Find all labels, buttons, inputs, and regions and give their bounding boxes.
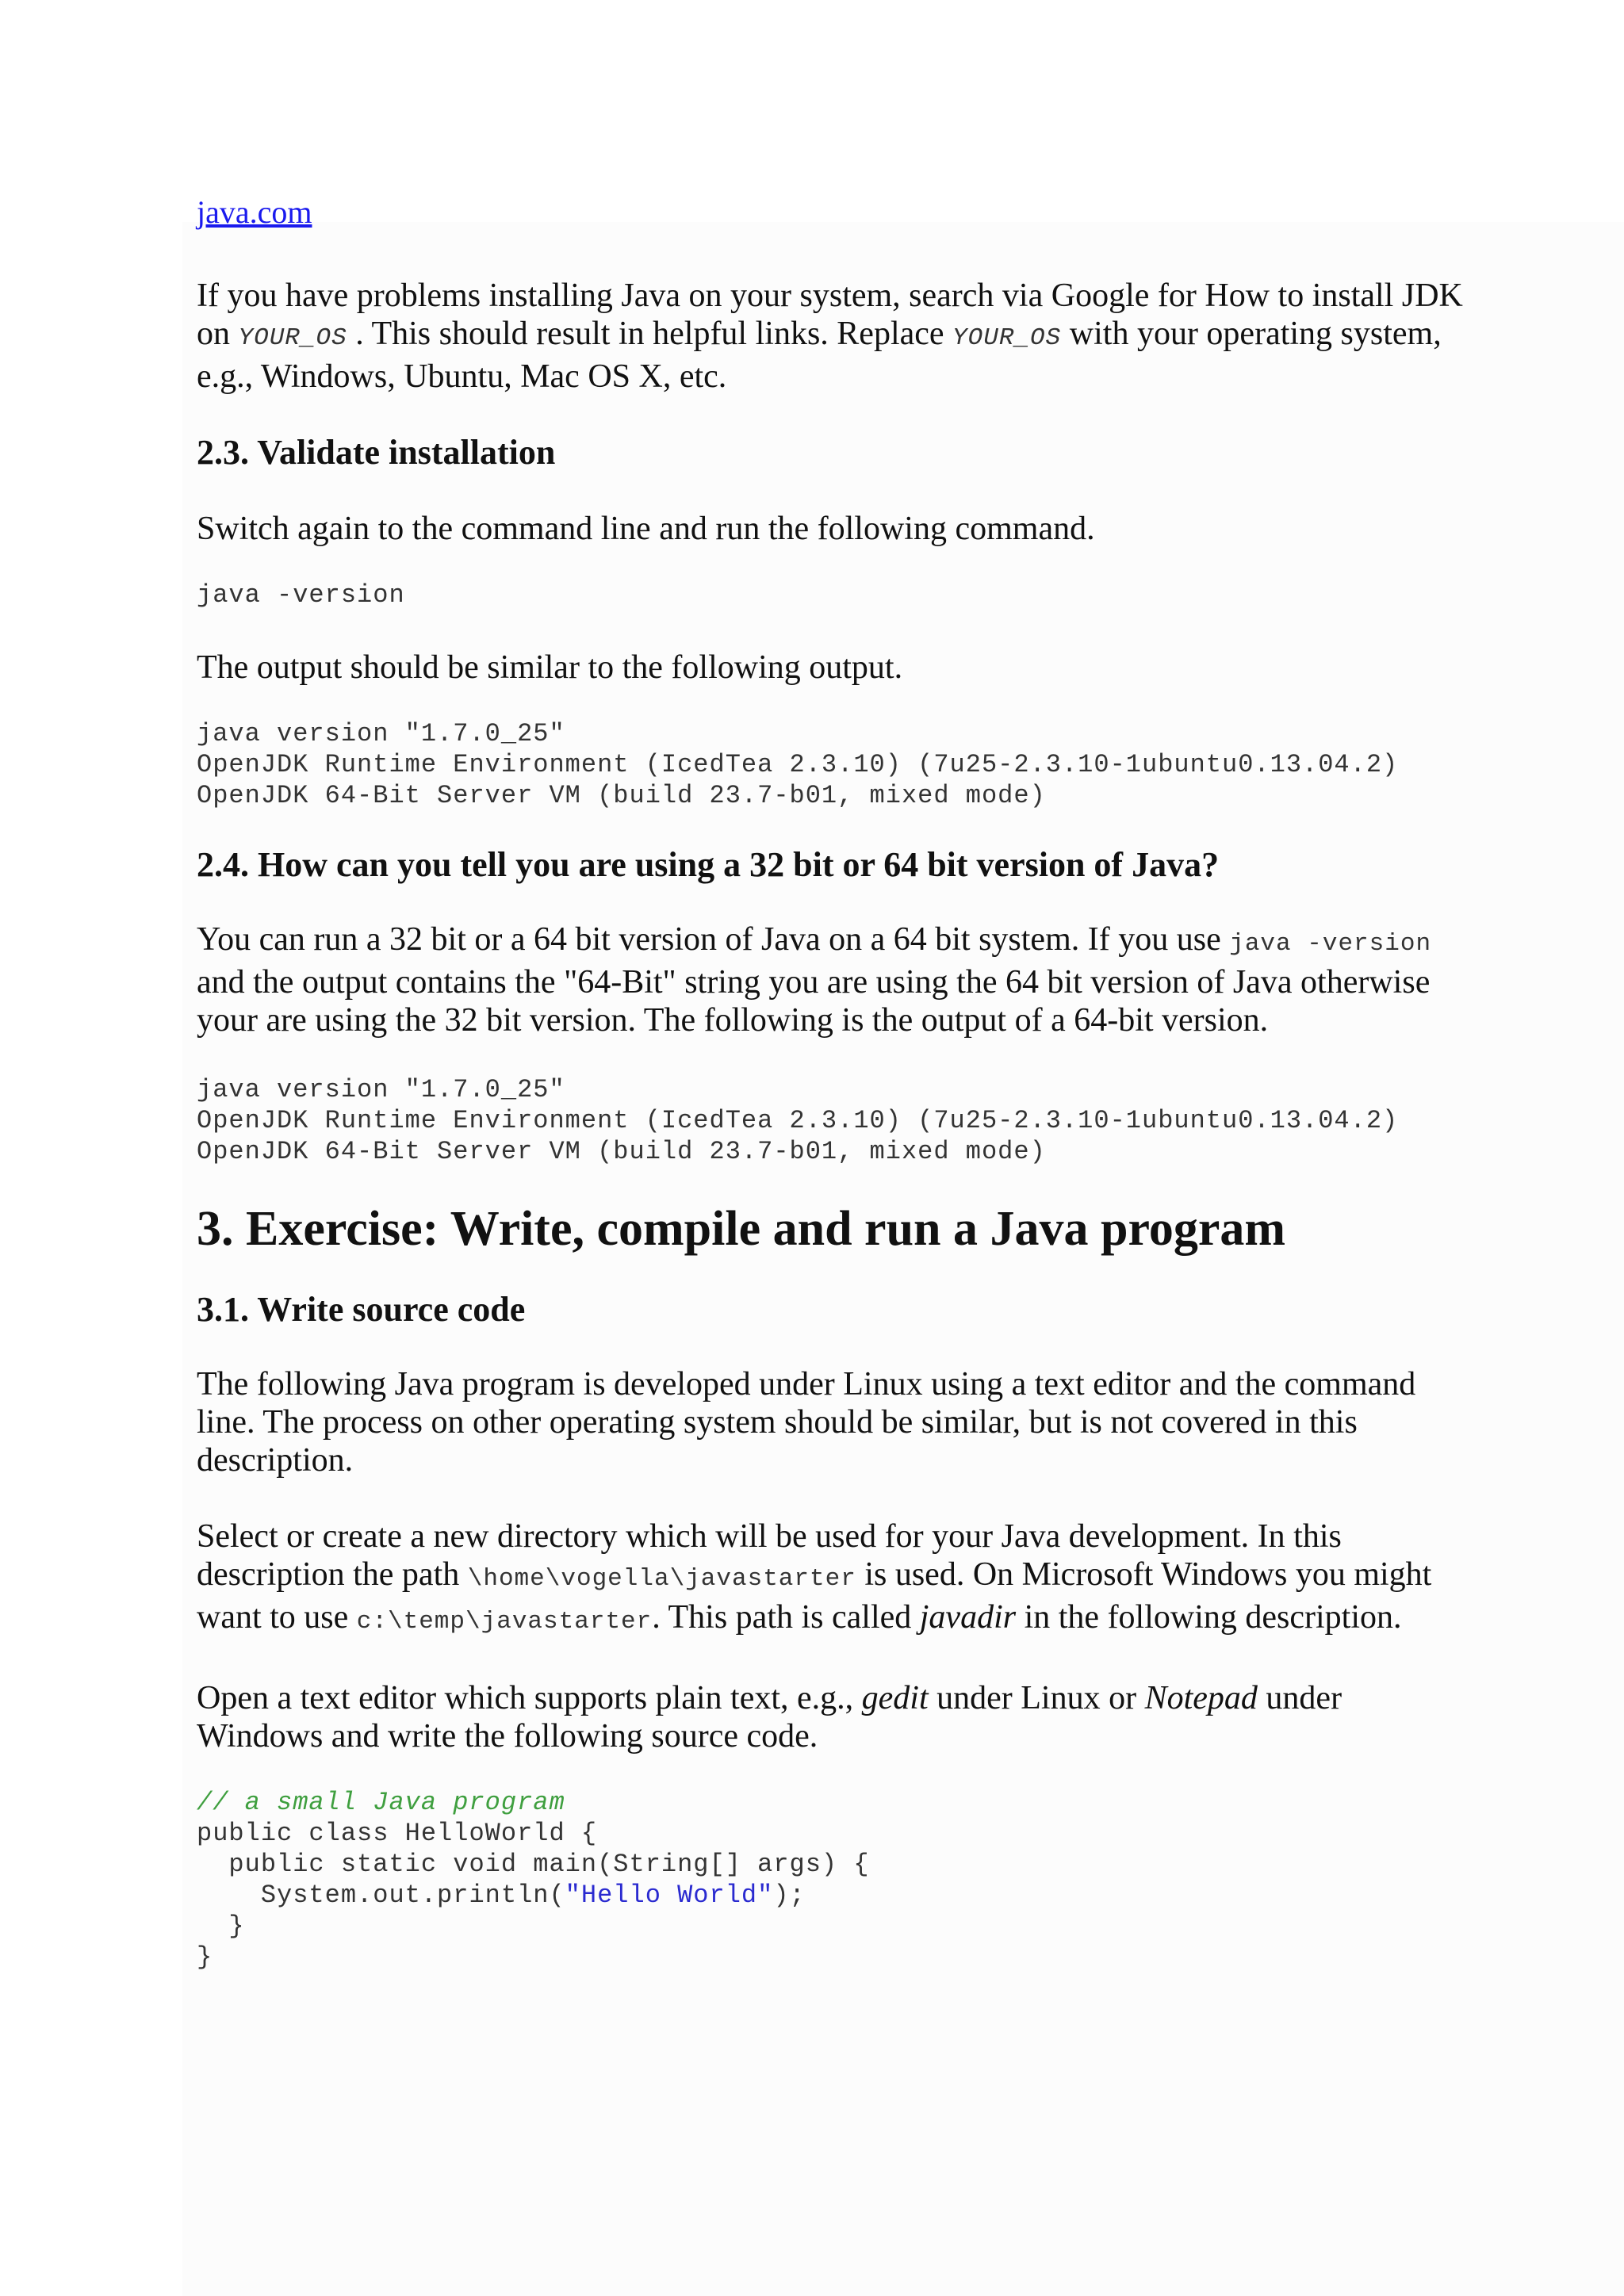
- bitness-paragraph: [197, 920, 1465, 1039]
- output-line: OpenJDK 64-Bit Server VM (build 23.7-b01, mixed mode): [197, 781, 1046, 810]
- install-help-text-a: If you have problems installing Java on your system, search via Google for How to install JDK on: [197, 277, 1463, 352]
- java-com-link-line: [197, 193, 1465, 231]
- linux-path: \home\vogella\javastarter: [467, 1565, 856, 1593]
- windows-path: c:\temp\javastarter: [356, 1608, 653, 1636]
- code-string-literal: "Hello World": [565, 1881, 774, 1910]
- page-content: [197, 193, 1465, 1973]
- code-line: System.out.println(: [197, 1881, 565, 1910]
- output-line: OpenJDK Runtime Environment (IcedTea 2.3.10) (7u25-2.3.10-1ubuntu0.13.04.2): [197, 750, 1399, 779]
- install-help-paragraph: [197, 277, 1465, 396]
- editor-paragraph: [197, 1679, 1465, 1755]
- notepad-term: Notepad: [1144, 1680, 1258, 1716]
- java-source-code: [197, 1787, 1465, 1973]
- version-output-block: [197, 718, 1465, 811]
- directory-text-c: . This path is called: [652, 1599, 920, 1636]
- java-com-link[interactable]: java.com: [197, 194, 312, 230]
- code-line: public static void main(String[] args) {: [197, 1850, 870, 1879]
- directory-text-d: in the following description.: [1016, 1599, 1402, 1636]
- install-help-text-b: . This should result in helpful links. Replace: [347, 316, 953, 352]
- version-command: java -version: [197, 580, 405, 610]
- heading-2-3: 2.3. Validate installation: [197, 433, 556, 472]
- bitness-output-block: [197, 1074, 1465, 1167]
- code-line-end: );: [773, 1881, 806, 1910]
- source-intro-paragraph: The following Java program is developed under Linux using a text editor and the command line. The process on other operating system should be similar, but is not covered in this description.: [197, 1366, 1416, 1479]
- os-placeholder-1: YOUR_OS: [238, 324, 347, 352]
- heading-2-4: 2.4. How can you tell you are using a 32 bit or 64 bit version of Java?: [197, 845, 1220, 884]
- output-line: java version "1.7.0_25": [197, 1075, 565, 1104]
- output-line: OpenJDK Runtime Environment (IcedTea 2.3.10) (7u25-2.3.10-1ubuntu0.13.04.2): [197, 1106, 1399, 1135]
- code-comment: // a small Java program: [197, 1788, 565, 1817]
- code-line: public class HelloWorld {: [197, 1819, 598, 1848]
- code-line: }: [197, 1911, 245, 1941]
- validate-intro: Switch again to the command line and run the following command.: [197, 511, 1095, 547]
- os-placeholder-2: YOUR_OS: [952, 324, 1062, 352]
- output-intro: The output should be similar to the following output.: [197, 649, 903, 686]
- directory-text-a: Select or create a new directory which will be used for your Java development. In this description the path: [197, 1518, 1342, 1593]
- directory-paragraph: [197, 1517, 1465, 1641]
- output-line: OpenJDK 64-Bit Server VM (build 23.7-b01, mixed mode): [197, 1137, 1046, 1166]
- gedit-term: gedit: [861, 1680, 929, 1716]
- heading-3: 3. Exercise: Write, compile and run a Java program: [197, 1202, 1286, 1256]
- heading-3-1: 3.1. Write source code: [197, 1290, 526, 1329]
- javadir-term: javadir: [919, 1599, 1017, 1636]
- inline-version-command: java -version: [1229, 930, 1432, 958]
- directory-text-b: is used. On Microsoft Windows you might want to use: [197, 1556, 1432, 1636]
- bitness-text-b: and the output contains the "64-Bit" string you are using the 64 bit version of Java otherwise your are using the 32 bit version. The following is the output of a 64-bit version.: [197, 964, 1431, 1039]
- install-help-text-c: with your operating system, e.g., Windows, Ubuntu, Mac OS X, etc.: [197, 316, 1442, 395]
- bitness-text-a: You can run a 32 bit or a 64 bit version of Java on a 64 bit system. If you use: [197, 921, 1230, 958]
- editor-text-c: under Windows and write the following source code.: [197, 1680, 1342, 1755]
- output-line: java version "1.7.0_25": [197, 719, 565, 748]
- editor-text-b: under Linux or: [928, 1680, 1145, 1716]
- code-line: }: [197, 1942, 213, 1972]
- editor-text-a: Open a text editor which supports plain text, e.g.,: [197, 1680, 862, 1716]
